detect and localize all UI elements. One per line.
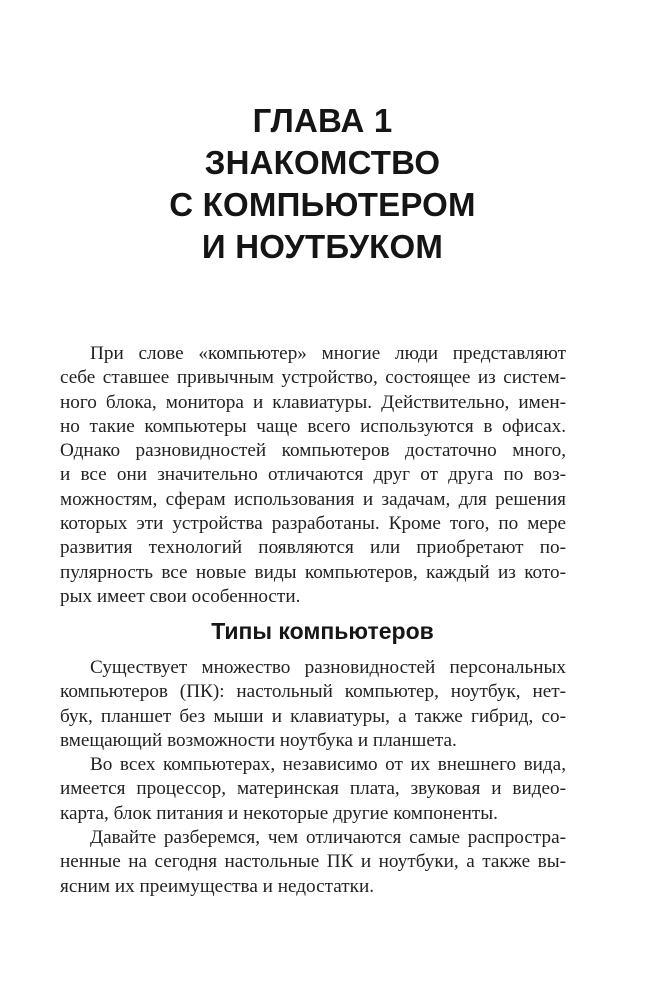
section-title: Типы компьютеров <box>211 618 434 644</box>
intro-paragraph <box>60 342 566 609</box>
text-line: пулярность все новые виды компьютеров, каждый из кото- <box>60 561 566 583</box>
chapter-heading <box>0 100 645 268</box>
chapter-title-line: И НОУТБУКОМ <box>201 228 444 265</box>
text-line: ненные на сегодня настольные ПК и ноутбуки, а также вы- <box>60 851 566 873</box>
text-line: ясним их преимущества и недостатки. <box>60 875 375 897</box>
types-section-body <box>60 656 566 899</box>
text-line: себе ставшее привычным устройство, состоящее из систем- <box>60 367 566 389</box>
text-line: карта, блок питания и некоторые другие компоненты. <box>60 802 498 824</box>
text-line: и все они значительно отличаются друг от друга по воз- <box>60 464 566 486</box>
text-line: Однако разновидностей компьютеров достаточно много, <box>60 440 566 462</box>
text-line: Давайте разберемся, чем отличаются самые распростра- <box>90 827 566 849</box>
text-line: ного блока, монитора и клавиатуры. Действительно, имен- <box>60 391 566 413</box>
text-line: можностям, сферам использования и задачам, для решения <box>60 488 566 510</box>
text-line: бук, планшет без мыши и клавиатуры, а также гибрид, со- <box>60 705 566 727</box>
text-line: рых имеет свои особенности. <box>60 585 301 607</box>
text-line: имеется процессор, материнская плата, звуковая и видео- <box>60 778 566 800</box>
text-line: вмещающий возможности ноутбука и планшета. <box>60 729 457 751</box>
text-line: Во всех компьютерах, независимо от их внешнего вида, <box>90 754 566 776</box>
text-line: которых эти устройства разработаны. Кроме того, по мере <box>60 513 566 535</box>
text-line: При слове «компьютер» многие люди представляют <box>90 343 566 364</box>
chapter-title-line: ЗНАКОМСТВО <box>204 144 441 181</box>
text-line: но такие компьютеры чаще всего используются в офисах. <box>60 415 566 437</box>
text-line: компьютеров (ПК): настольный компьютер, ноутбук, нет- <box>60 681 566 703</box>
chapter-title-line: С КОМПЬЮТЕРОМ <box>169 186 476 223</box>
chapter-number: ГЛАВА 1 <box>252 102 393 139</box>
text-line: развития технологий появляются или приобретают по- <box>60 537 566 559</box>
text-line: Существует множество разновидностей персональных <box>90 657 566 678</box>
